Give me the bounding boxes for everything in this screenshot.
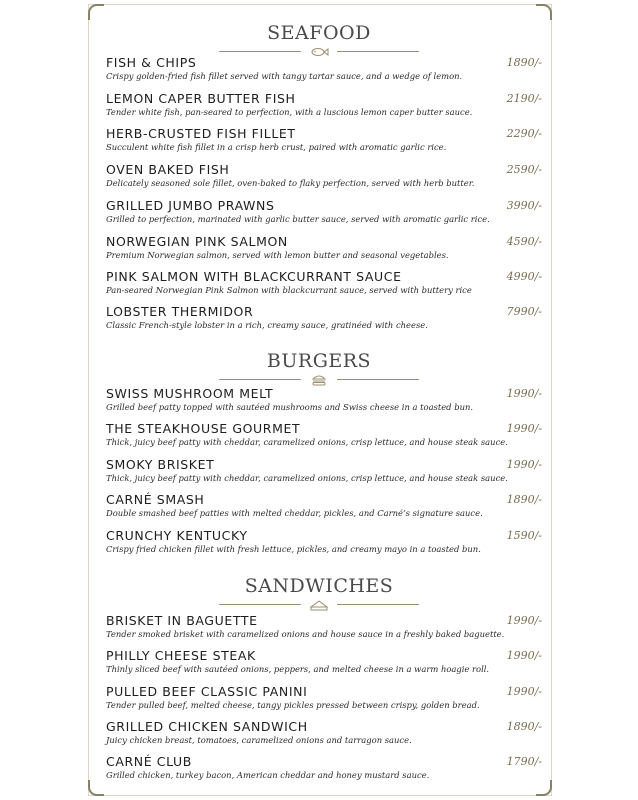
menu-item [106, 421, 546, 448]
section-header-sandwiches [0, 575, 638, 611]
item-name: BRISKET IN BAGUETTE [106, 613, 258, 628]
item-name: CARNÉ SMASH [106, 492, 205, 507]
menu-item [106, 304, 546, 331]
item-description: Classic French-style lobster in a rich, creamy sauce, gratinéed with cheese. [106, 320, 428, 330]
section-header-seafood [0, 22, 638, 58]
menu-item [106, 754, 546, 781]
item-price: 3990/- [506, 199, 542, 212]
item-price: 4990/- [506, 270, 542, 283]
item-description: Thick, juicy beef patty with cheddar, caramelized onions, crisp lettuce, and house steak sauce. [106, 473, 508, 483]
item-name: LOBSTER THERMIDOR [106, 304, 254, 319]
menu-item [106, 528, 546, 555]
item-price: 2590/- [506, 163, 542, 176]
item-description: Grilled beef patty topped with sautéed mushrooms and Swiss cheese in a toasted bun. [106, 402, 474, 412]
item-price: 1990/- [506, 387, 542, 400]
item-price: 2290/- [506, 127, 542, 140]
item-name: THE STEAKHOUSE GOURMET [106, 421, 301, 436]
item-description: Tender pulled beef, melted cheese, tangy pickles pressed between crispy, golden bread. [106, 700, 480, 710]
item-price: 1890/- [506, 493, 542, 506]
item-name: GRILLED JUMBO PRAWNS [106, 198, 275, 213]
section-header-burgers [0, 350, 638, 386]
item-price: 1990/- [506, 614, 542, 627]
item-description: Double smashed beef patties with melted cheddar, pickles, and Carné’s signature sauce. [106, 508, 483, 518]
menu-item [106, 162, 546, 189]
item-price: 4590/- [506, 235, 542, 248]
menu-item [106, 55, 546, 82]
item-name: HERB-CRUSTED FISH FILLET [106, 126, 296, 141]
menu-item [106, 269, 546, 296]
section-title: SANDWICHES [244, 575, 394, 597]
item-price: 2190/- [506, 92, 542, 105]
menu-item [106, 648, 546, 675]
item-name: FISH & CHIPS [106, 55, 197, 70]
sandwich-icon [309, 599, 329, 611]
section-title: BURGERS [266, 350, 372, 372]
item-description: Grilled to perfection, marinated with garlic butter sauce, served with aromatic garlic rice. [106, 214, 490, 224]
item-price: 1990/- [506, 422, 542, 435]
item-description: Thinly sliced beef with sautéed onions, peppers, and melted cheese in a warm hoagie roll. [106, 664, 490, 674]
item-description: Delicately seasoned sole fillet, oven-baked to flaky perfection, served with herb butter. [106, 178, 475, 188]
item-description: Tender white fish, pan-seared to perfection, with a luscious lemon caper butter sauce. [106, 107, 473, 117]
corner-ornament [536, 780, 552, 796]
item-description: Succulent white fish fillet in a crisp herb crust, paired with aromatic garlic rice. [106, 142, 447, 152]
item-description: Crispy fried chicken fillet with fresh lettuce, pickles, and creamy mayo in a toasted bun. [106, 544, 481, 554]
item-name: NORWEGIAN PINK SALMON [106, 234, 288, 249]
section-divider [219, 374, 419, 386]
menu-item [106, 234, 546, 261]
menu-item [106, 719, 546, 746]
item-name: SMOKY BRISKET [106, 457, 215, 472]
corner-ornament [536, 4, 552, 20]
item-name: PINK SALMON WITH BLACKCURRANT SAUCE [106, 269, 402, 284]
item-name: CRUNCHY KENTUCKY [106, 528, 248, 543]
menu-item [106, 91, 546, 118]
item-name: PHILLY CHEESE STEAK [106, 648, 256, 663]
menu-item [106, 684, 546, 711]
item-description: Juicy chicken breast, tomatoes, caramelized onions and tarragon sauce. [106, 735, 412, 745]
section-title: SEAFOOD [267, 22, 371, 44]
item-description: Pan-seared Norwegian Pink Salmon with blackcurrant sauce, served with buttery rice [106, 285, 472, 295]
item-name: CARNÉ CLUB [106, 754, 192, 769]
menu-item [106, 386, 546, 413]
item-name: OVEN BAKED FISH [106, 162, 230, 177]
item-description: Premium Norwegian salmon, served with lemon butter and seasonal vegetables. [106, 250, 449, 260]
item-description: Grilled chicken, turkey bacon, American cheddar and honey mustard sauce. [106, 770, 430, 780]
item-price: 1890/- [506, 720, 542, 733]
menu-item [106, 457, 546, 484]
item-name: GRILLED CHICKEN SANDWICH [106, 719, 308, 734]
item-price: 1890/- [506, 56, 542, 69]
item-price: 1790/- [506, 755, 542, 768]
item-price: 1590/- [506, 529, 542, 542]
item-price: 1990/- [506, 458, 542, 471]
corner-ornament [88, 780, 104, 796]
item-price: 7990/- [506, 305, 542, 318]
section-divider [219, 599, 419, 611]
menu-item [106, 198, 546, 225]
menu-item [106, 613, 546, 640]
item-description: Tender smoked brisket with caramelized onions and house sauce in a freshly baked baguette. [106, 629, 505, 639]
menu-item [106, 126, 546, 153]
item-price: 1990/- [506, 685, 542, 698]
burger-icon [309, 374, 329, 386]
item-description: Crispy golden-fried fish fillet served with tangy tartar sauce, and a wedge of lemon. [106, 71, 463, 81]
menu-item [106, 492, 546, 519]
item-description: Thick, juicy beef patty with cheddar, caramelized onions, crisp lettuce, and house steak sauce. [106, 437, 508, 447]
item-price: 1990/- [506, 649, 542, 662]
item-name: SWISS MUSHROOM MELT [106, 386, 274, 401]
item-name: LEMON CAPER BUTTER FISH [106, 91, 296, 106]
corner-ornament [88, 4, 104, 20]
item-name: PULLED BEEF CLASSIC PANINI [106, 684, 308, 699]
